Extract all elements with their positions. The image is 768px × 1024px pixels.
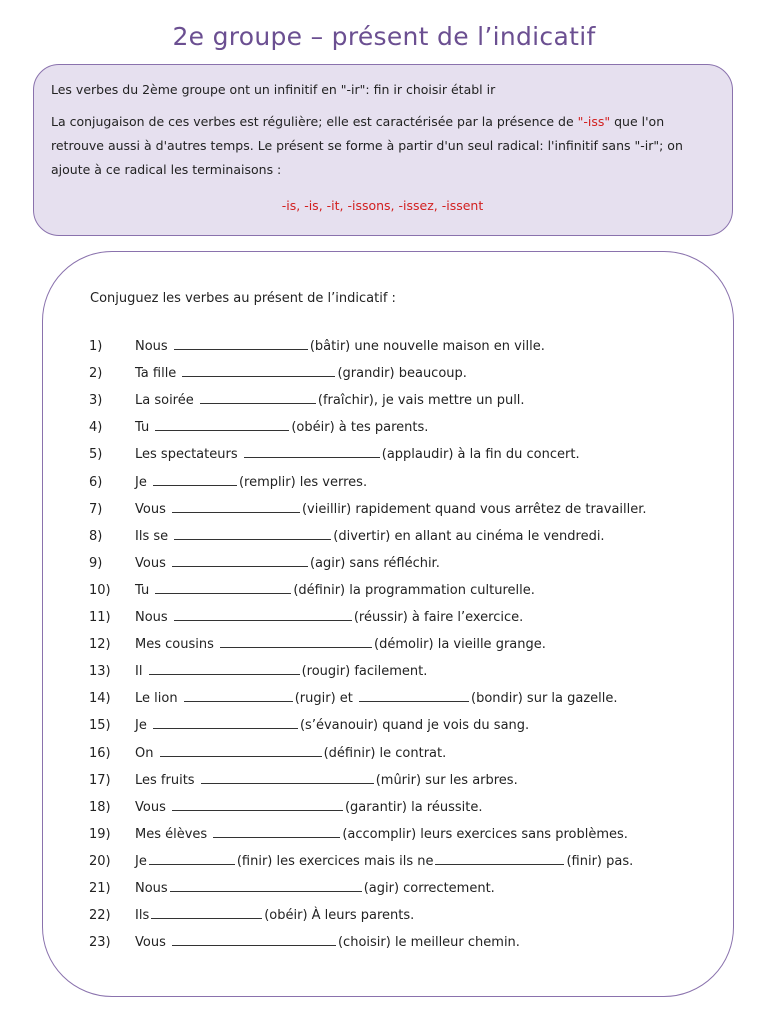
- item-sentence: [135, 664, 427, 679]
- item-sentence: [135, 366, 467, 381]
- answer-blank[interactable]: [213, 836, 340, 838]
- sentence-text: (s’évanouir) quand je vois du sang.: [299, 718, 530, 734]
- sentence-text: Vous: [135, 799, 170, 815]
- info-highlight-iss: "-iss": [577, 114, 611, 129]
- answer-blank[interactable]: [220, 646, 372, 648]
- sentence-text: (fraîchir), je vais mettre un pull.: [317, 393, 525, 409]
- item-number: 7): [89, 501, 103, 517]
- sentence-text: Ils se: [135, 528, 173, 544]
- page-title: 2e groupe – présent de l’indicatif: [172, 22, 596, 51]
- item-sentence: [135, 475, 367, 490]
- item-number: 11): [89, 610, 111, 625]
- item-number: 2): [89, 366, 103, 382]
- sentence-text: (garantir) la réussite.: [344, 799, 483, 815]
- sentence-text: Je: [135, 718, 151, 734]
- sentence-text: (accomplir) leurs exercices sans problèmes.: [342, 826, 628, 842]
- item-number: 4): [89, 420, 103, 436]
- answer-blank[interactable]: [182, 375, 335, 377]
- sentence-text: La soirée: [135, 393, 198, 409]
- exercise-instruction: Conjuguez les verbes au présent de l’indicatif :: [90, 291, 396, 306]
- sentence-text: (finir) pas.: [566, 853, 634, 869]
- item-sentence: [135, 908, 414, 923]
- sentence-text: (démolir) la vieille grange.: [374, 637, 546, 653]
- item-number: 19): [89, 826, 111, 842]
- item-number: 16): [89, 745, 111, 761]
- item-number: 8): [89, 528, 103, 544]
- answer-blank[interactable]: [155, 429, 289, 431]
- answer-blank[interactable]: [174, 538, 331, 540]
- sentence-text: Ils: [135, 908, 150, 924]
- item-sentence: [135, 447, 580, 462]
- sentence-text: On: [135, 745, 158, 761]
- sentence-text: (agir) correctement.: [363, 881, 495, 896]
- info-text-after: que l'on retrouve aussi à d'autres temps. Le présent se forme à partir d'un seul radical: l'infinitif sans "-ir"; on ajoute à ce radical les terminaisons :: [51, 114, 683, 177]
- sentence-text: Nous: [135, 881, 168, 896]
- item-number: 20): [89, 853, 111, 869]
- sentence-text: Mes élèves: [135, 826, 212, 842]
- item-sentence: [135, 339, 545, 354]
- sentence-text: (bâtir) une nouvelle maison en ville.: [309, 339, 545, 354]
- item-number: 21): [89, 881, 111, 896]
- answer-blank[interactable]: [435, 863, 564, 865]
- sentence-text: Le lion: [135, 691, 182, 707]
- sentence-text: (finir) les exercices mais ils ne: [236, 853, 434, 869]
- item-sentence: [135, 637, 546, 652]
- sentence-text: (divertir) en allant au cinéma le vendredi.: [333, 528, 605, 544]
- item-sentence: [135, 773, 518, 788]
- sentence-text: (obéir) À leurs parents.: [264, 908, 415, 924]
- item-number: 15): [89, 718, 111, 734]
- sentence-text: (choisir) le meilleur chemin.: [337, 935, 520, 951]
- item-number: 18): [89, 799, 111, 815]
- sentence-text: Nous: [135, 610, 172, 625]
- sentence-text: Ta fille: [135, 366, 181, 382]
- answer-blank[interactable]: [200, 402, 316, 404]
- endings-line: -is, -is, -it, -issons, -issez, -issent: [281, 198, 484, 213]
- item-sentence: [135, 718, 529, 733]
- info-line-1: Les verbes du 2ème groupe ont un infinitif en "-ir": fin ir choisir établ ir: [51, 82, 496, 97]
- item-number: 9): [89, 555, 103, 571]
- item-sentence: [135, 502, 647, 517]
- sentence-text: Nous: [135, 339, 172, 354]
- sentence-text: Je: [135, 853, 147, 869]
- item-sentence: [135, 393, 525, 408]
- answer-blank[interactable]: [149, 863, 235, 865]
- item-number: 14): [89, 691, 111, 707]
- answer-blank[interactable]: [155, 592, 291, 594]
- sentence-text: (grandir) beaucoup.: [337, 366, 467, 382]
- item-number: 13): [89, 664, 111, 680]
- item-number: 23): [89, 935, 111, 951]
- answer-blank[interactable]: [160, 755, 322, 757]
- item-sentence: [135, 827, 628, 842]
- answer-blank[interactable]: [172, 944, 336, 946]
- answer-blank[interactable]: [174, 348, 308, 350]
- item-sentence: [135, 583, 535, 598]
- sentence-text: (rougir) facilement.: [301, 664, 428, 680]
- item-number: 10): [89, 582, 111, 598]
- sentence-text: Vous: [135, 501, 170, 517]
- answer-blank[interactable]: [172, 809, 343, 811]
- sentence-text: (obéir) à tes parents.: [291, 420, 429, 436]
- answer-blank[interactable]: [359, 700, 469, 702]
- item-number: 6): [89, 474, 103, 490]
- sentence-text: (bondir) sur la gazelle.: [471, 691, 618, 707]
- sentence-text: Vous: [135, 555, 170, 571]
- sentence-text: Tu: [135, 420, 154, 436]
- info-paragraph: [51, 110, 714, 182]
- item-sentence: [135, 420, 428, 435]
- item-number: 12): [89, 637, 111, 653]
- sentence-text: (mûrir) sur les arbres.: [375, 772, 518, 788]
- sentence-text: (définir) le contrat.: [323, 745, 447, 761]
- answer-blank[interactable]: [244, 456, 380, 458]
- answer-blank[interactable]: [174, 619, 352, 621]
- item-sentence: [135, 746, 446, 761]
- sentence-text: (rugir) et: [294, 691, 357, 707]
- sentence-text: (vieillir) rapidement quand vous arrêtez de travailler.: [301, 501, 647, 517]
- sentence-text: (réussir) à faire l’exercice.: [353, 610, 524, 625]
- item-sentence: [135, 610, 523, 625]
- sentence-text: (définir) la programmation culturelle.: [293, 582, 535, 598]
- answer-blank[interactable]: [170, 890, 362, 892]
- answer-blank[interactable]: [153, 727, 298, 729]
- item-number: 1): [89, 339, 103, 354]
- answer-blank[interactable]: [149, 673, 300, 675]
- item-number: 3): [89, 393, 103, 409]
- info-text-before: La conjugaison de ces verbes est régulière; elle est caractérisée par la présence de: [51, 114, 578, 129]
- sentence-text: (agir) sans réfléchir.: [309, 555, 440, 571]
- item-sentence: [135, 529, 605, 544]
- item-sentence: [135, 881, 495, 896]
- sentence-text: (applaudir) à la fin du concert.: [381, 447, 580, 463]
- sentence-text: Vous: [135, 935, 170, 951]
- item-number: 22): [89, 908, 111, 924]
- answer-blank[interactable]: [184, 700, 293, 702]
- sentence-text: (remplir) les verres.: [238, 474, 368, 490]
- sentence-text: Les fruits: [135, 772, 199, 788]
- sentence-text: Tu: [135, 582, 154, 598]
- answer-blank[interactable]: [201, 782, 374, 784]
- answer-blank[interactable]: [172, 511, 300, 513]
- answer-blank[interactable]: [151, 917, 262, 919]
- item-sentence: [135, 691, 618, 706]
- sentence-text: Il: [135, 664, 147, 680]
- answer-blank[interactable]: [153, 484, 237, 486]
- sentence-text: Les spectateurs: [135, 447, 242, 463]
- item-sentence: [135, 800, 482, 815]
- sentence-text: Mes cousins: [135, 637, 218, 653]
- item-sentence: [135, 556, 440, 571]
- item-sentence: [135, 935, 520, 950]
- answer-blank[interactable]: [172, 565, 308, 567]
- item-number: 5): [89, 447, 103, 463]
- sentence-text: Je: [135, 474, 151, 490]
- item-sentence: [135, 854, 633, 869]
- info-box: [33, 64, 733, 236]
- item-number: 17): [89, 772, 111, 788]
